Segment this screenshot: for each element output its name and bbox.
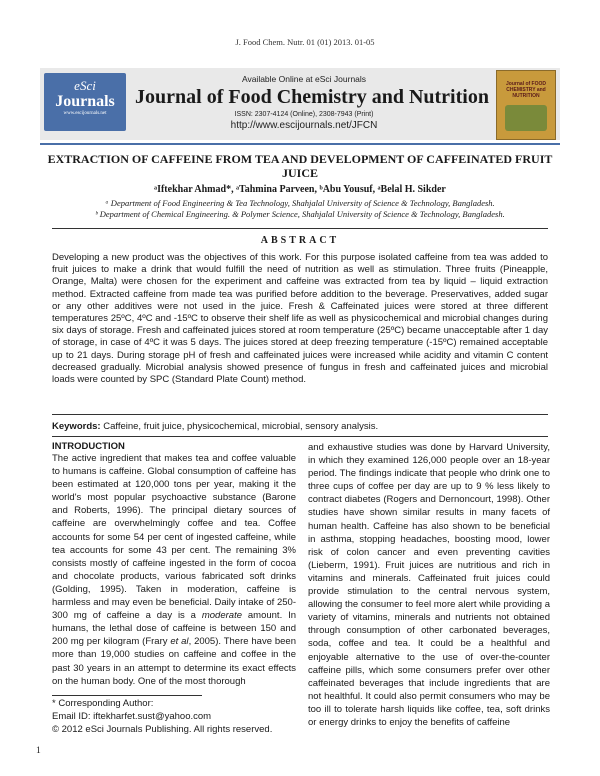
logo-line3: www.escijournals.net [63, 111, 107, 116]
logo-line1: eSci [74, 78, 96, 93]
affiliation-a: ᵃ Department of Food Engineering & Tea Technology, Shahjalal University of Science & Technology, Bangladesh. [105, 198, 495, 208]
divider [52, 436, 548, 437]
journal-url[interactable]: http://www.escijournals.net/JFCN [230, 120, 378, 131]
running-head: J. Food Chem. Nutr. 01 (01) 2013. 01-05 [235, 37, 375, 47]
divider [52, 228, 548, 229]
intro-text: amount. In humans, the lethal dose of caffeine is between 150 and 200 mg per kilogram (Frary [52, 610, 297, 648]
introduction-left-column [52, 452, 296, 688]
journal-cover-image [496, 70, 556, 140]
cover-title: Journal of FOOD CHEMISTRY and NUTRITION [506, 81, 546, 99]
publisher-logo[interactable] [44, 73, 126, 131]
corresponding-author-label: * Corresponding Author: [52, 698, 154, 709]
intro-text: , 2005). There have been more than 19,000 studies on caffeine and coffee in the past 30 years in an attempt to determine its exact effects on the human body. One of the most thorough [52, 636, 297, 687]
footnote-divider [52, 695, 202, 696]
copyright-notice: © 2012 eSci Journals Publishing. All rights reserved. [52, 724, 273, 735]
abstract-heading: ABSTRACT [260, 235, 340, 246]
article-title: EXTRACTION OF CAFFEINE FROM TEA AND DEVELOPMENT OF CAFFEINATED FRUIT JUICE [47, 152, 553, 180]
author-list: ᵃIftekhar Ahmad*, ᵃTahmina Parveen, ᵇAbu Yousuf, ᵃBelal H. Sikder [154, 184, 446, 195]
page-number: 1 [36, 746, 41, 756]
intro-italic: moderate [201, 610, 242, 622]
availability-note: Available Online at eSci Journals [241, 74, 367, 84]
journal-title: Journal of Food Chemistry and Nutrition [135, 86, 489, 108]
issn: ISSN: 2307-4124 (Online), 2308-7943 (Print) [234, 111, 374, 118]
introduction-heading: INTRODUCTION [52, 441, 125, 452]
cover-picture [505, 105, 547, 131]
keywords-label: Keywords: [52, 421, 101, 432]
keywords-text: Caffeine, fruit juice, physicochemical, microbial, sensory analysis. [103, 421, 379, 432]
divider [52, 414, 548, 415]
introduction-right-column: and exhaustive studies was done by Harvard University, in which they examined 126,000 people over an 18-year period. The findings indicate that people who drink one to three cups of coffee per day are up to 9 % less likely to contract diabetes (Rogers and Dernoncourt, 1998). Other studies have shown similar results in many facets of human health. Caffeine has also shown to be beneficial in asthma, stopping headaches, boosting mood, lower risk of colon cancer and even preventing cavities (Lieberm, 1991). Fruit juices are nutritious and rich in vitamins and minerals. Caffeinated fruit juices could provide stimulation to the central nervous system, allowing the consumer to feel more alert while providing a variety of vitamins, minerals and nutrients not obtained through consumption of other carbonated beverages, soda, coffee and tea. It could be a healthful and enjoyable alternative to the use of over-the-counter caffeine pills, which some consumers prefer over other caffeinated beverages that include ingredients that are not healthful. It could also permit consumers who may be too ill to tolerate harsh liquids like coffee, tea, soft drinks or energy drinks to enjoy the benefits of caffeine [308, 442, 550, 728]
abstract-text: Developing a new product was the objectives of this work. For this purpose isolated caffeine from tea was added to fruit juices to make a drink that would fulfill the need of nutrition as well as stimulation. Three fruits (Pineapple, Orange, Malta) were chosen for the experiment and caffeine was extracted from tea by liquid – liquid extraction method. Extracted caffeine from made tea was purified before addition to the beverage. Preservatives, added sugar or any other additives were not used in the juice. Fresh & Caffeinated juices were stored at three different temperatures 25ºC, 4ºC and -15ºC to observe their shelf life as well as physicochemical and microbial changes during six days of storage. Fresh and caffeinated juices stored at room temperature (25ºC) became unacceptable after 1 day of storage, in case of 4ºC it was 5 days. The juices stored at deep freezing temperature (-15ºC) remained acceptable up to 21 days. During storage pH of fresh and caffeinated juices were increased while acidity and vitamin C content decreased gradually. Microbial analysis showed presence of fungus in fresh and caffeinated juices and microbial loads were counted by SPC (Standard Plate Count) method. [52, 252, 548, 386]
affiliation-b: ᵇ Department of Chemical Engineering. & Polymer Science, Shahjalal University of Science & Technology, Bangladesh. [95, 209, 505, 219]
correspondence-footnote [52, 697, 296, 736]
intro-text: The active ingredient that makes tea and coffee valuable to humans is caffeine. Global consumption of caffeine has been estimated at 120,000 tons per year, making it the world's most popular psychoactive substance (Barone and Roberts, 1996). The principal dietary sources of caffeine are overwhelmingly coffee and tea. Coffee accounts for some 54 per cent of ingested caffeine, while tea accounts for some 43 per cent. The remaining 3% consists mostly of caffeine ingested in the form of cocoa and chocolate products, various fabricated soft drinks (Golding, 1995). Taken in moderation, caffeine is harmless and may even be beneficial. Daily intake of 250-300 mg of caffeine a day is a [52, 453, 296, 622]
intro-italic: et al [170, 636, 189, 648]
logo-line2: Journals [55, 93, 115, 110]
banner-divider [40, 143, 560, 145]
keywords [52, 421, 548, 432]
author-email[interactable]: Email ID: iftekharfet.sust@yahoo.com [52, 711, 212, 722]
